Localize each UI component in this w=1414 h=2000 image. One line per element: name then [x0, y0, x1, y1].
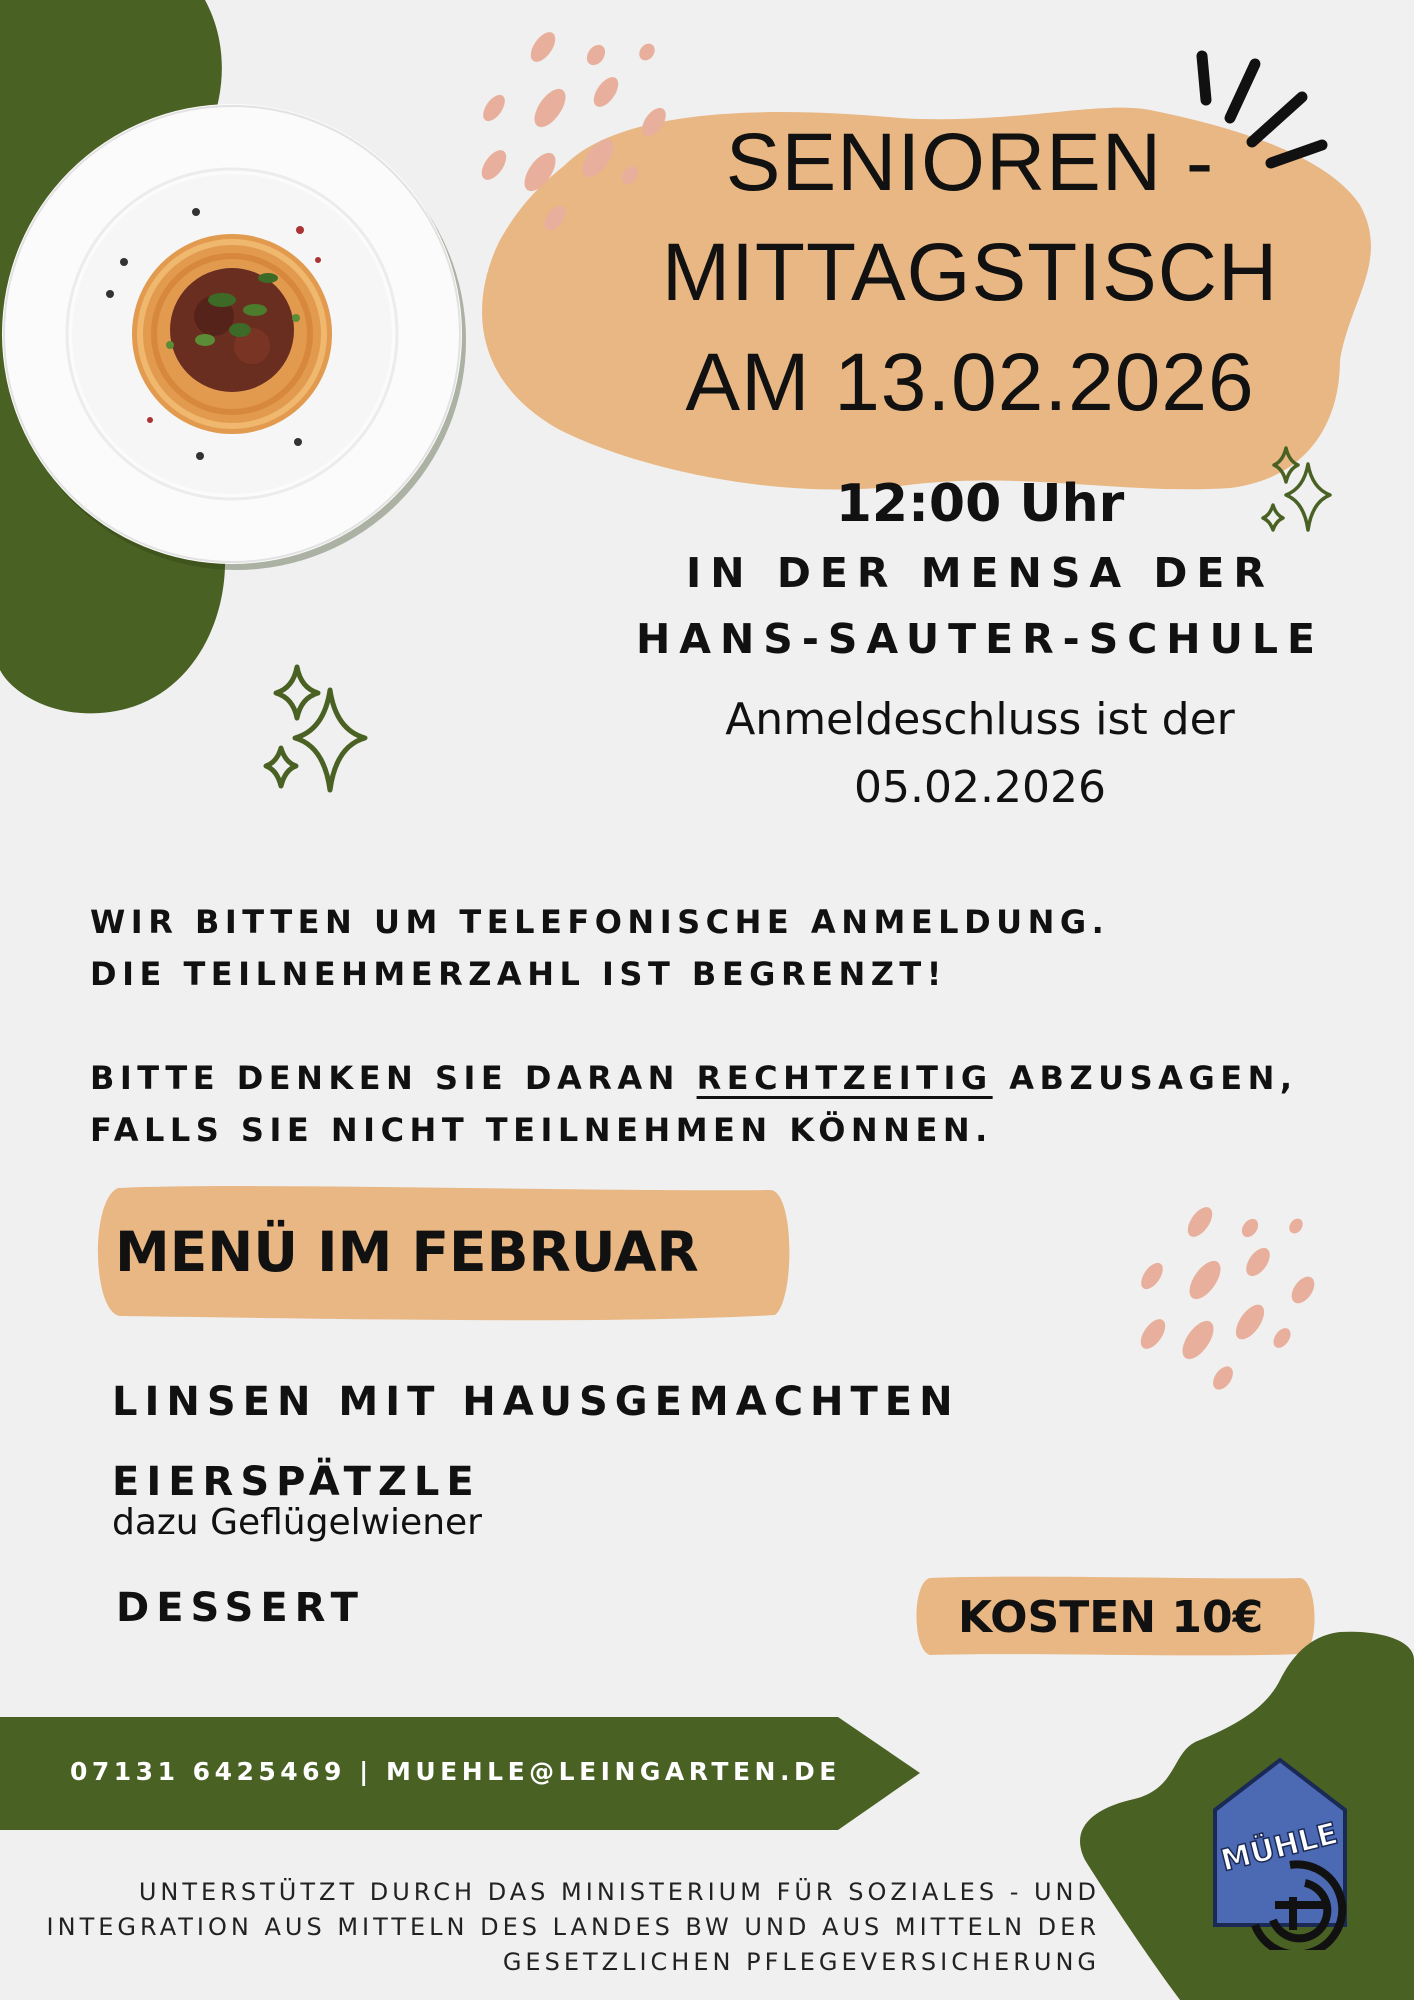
menu-title: MENÜ IM FEBRUAR — [115, 1220, 699, 1284]
muehle-logo — [1195, 1755, 1375, 1950]
footer-line3: GESETZLICHEN PFLEGEVERSICHERUNG — [502, 1948, 1100, 1976]
footer-line1: UNTERSTÜTZT DURCH DAS MINISTERIUM FÜR SOZIALES - UND — [138, 1878, 1100, 1906]
registration-deadline — [640, 686, 1320, 822]
contact-info: 07131 6425469 | MUEHLE@LEINGARTEN.DE — [70, 1757, 841, 1786]
cancellation-notice — [90, 1052, 1370, 1156]
headline-line3: AM 13.02.2026 — [685, 337, 1255, 428]
dots-right — [1136, 1203, 1319, 1393]
funding-note — [40, 1875, 1100, 1980]
notice-underlined-word: RECHTZEITIG — [696, 1059, 993, 1097]
dish-line1: LINSEN MIT HAUSGEMACHTEN — [112, 1379, 960, 1425]
registration-notice — [90, 896, 1370, 1000]
sparkles-left — [266, 667, 365, 790]
notice-line2: DIE TEILNEHMERZAHL IST BEGRENZT! — [90, 955, 947, 993]
menu-dish — [112, 1362, 960, 1522]
notice-line3-after: ABZUSAGEN, — [992, 1059, 1298, 1097]
menu-dessert: DESSERT — [116, 1585, 365, 1631]
notice-line3-before: BITTE DENKEN SIE DARAN — [90, 1059, 697, 1097]
notice-line4: FALLS SIE NICHT TEILNEHMEN KÖNNEN. — [90, 1111, 993, 1149]
notice-line3 — [90, 1052, 1370, 1104]
deadline-line2: 05.02.2026 — [854, 762, 1106, 813]
headline-line2: MITTAGSTISCH — [661, 227, 1279, 318]
footer-line2: INTEGRATION AUS MITTELN DES LANDES BW UND AUS MITTELN DER — [46, 1913, 1100, 1941]
event-location — [620, 540, 1340, 672]
location-line2: HANS-SAUTER-SCHULE — [635, 615, 1325, 663]
spaghetti-plate-image — [2, 104, 462, 564]
location-line1: IN DER MENSA DER — [686, 549, 1274, 597]
notice-line1: WIR BITTEN UM TELEFONISCHE ANMELDUNG. — [90, 903, 1110, 941]
logo-text: MÜHLE — [1217, 1816, 1342, 1879]
menu-side-dish: dazu Geflügelwiener — [112, 1502, 482, 1543]
cost-label: KOSTEN 10€ — [958, 1592, 1264, 1643]
headline-line1: SENIOREN - — [725, 117, 1215, 208]
headline — [640, 108, 1300, 438]
dish-line2: EIERSPÄTZLE — [112, 1459, 481, 1505]
deadline-line1: Anmeldeschluss ist der — [725, 694, 1235, 745]
event-time: 12:00 Uhr — [835, 474, 1125, 534]
